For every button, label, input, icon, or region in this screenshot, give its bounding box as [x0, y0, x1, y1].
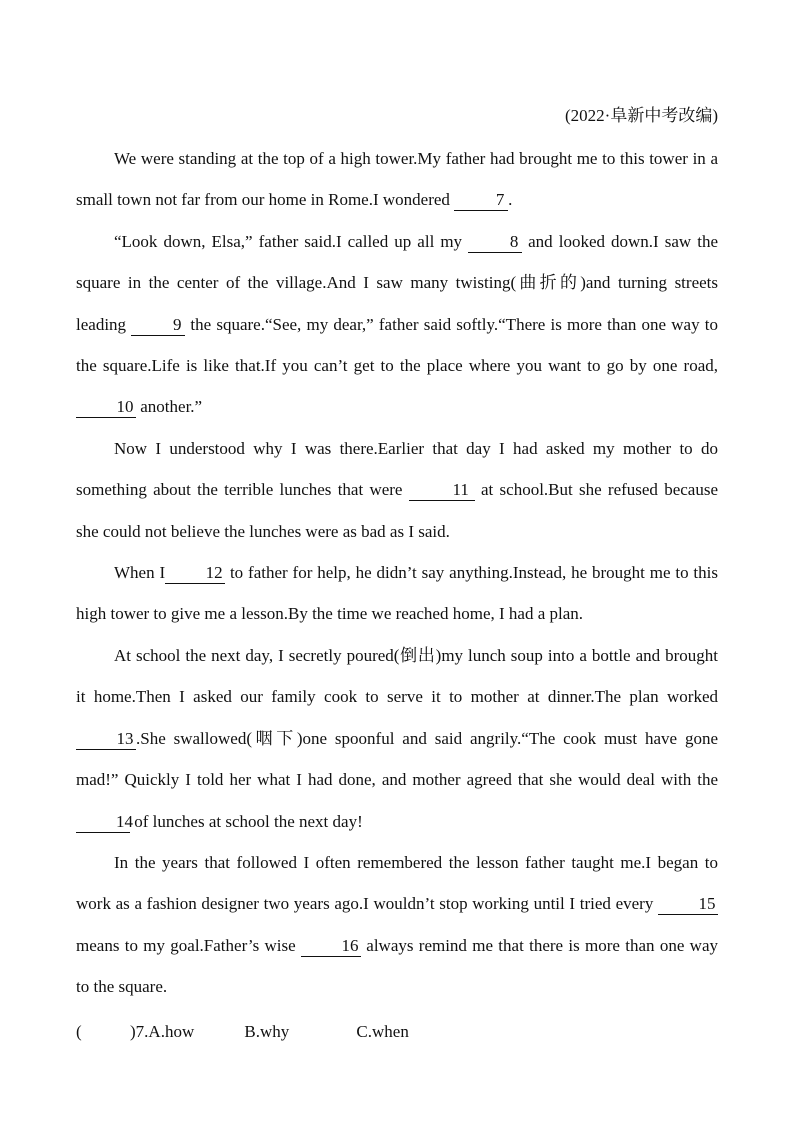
answer-bracket-open: ( [76, 1022, 82, 1041]
blank-10: 10 [76, 397, 136, 418]
blank-7: 7 [454, 190, 508, 211]
text: means to my goal.Father’s wise [76, 935, 301, 955]
question-number: )7. [130, 1022, 149, 1041]
text: We were standing at the top of a high tower.My father had brought me to this tower in a small town not far from our home in Rome.I wondered [76, 149, 718, 210]
blank-8: 8 [468, 232, 522, 253]
blank-14: 14 [76, 812, 130, 833]
text: In the years that followed I often remembered the lesson father taught me.I began to work as a fashion designer two years ago.I wouldn’t stop working until I tried every [76, 852, 718, 914]
text: .She swallowed(咽下)one spoonful and said angrily.“The cook must have gone mad!” Quickly I told her what I had done, and mother agreed that she would deal with the [76, 728, 718, 790]
paragraph-5 [76, 635, 718, 842]
text: the square.“See, my dear,” father said softly.“There is more than one way to the square.Life is like that.If you can’t get to the place where you want to go by one road, [76, 314, 718, 376]
paragraph-2 [76, 221, 718, 428]
option-a: A.how [148, 1022, 195, 1041]
text: at school.But she refused because she could not believe the lunches were as bad as I said. [76, 480, 718, 541]
text: and looked down.I saw the square in the center of the village.And I saw many twisting(曲折的)and turning streets leading [76, 231, 718, 334]
text: to father for help, he didn’t say anything.Instead, he brought me to this high tower to give me a lesson.By the time we reached home, I had a plan. [76, 563, 718, 624]
text: At school the next day, I secretly poured(倒出)my lunch soup into a bottle and brought it home.Then I asked our family cook to serve it to mother at dinner.The plan worked [76, 645, 718, 707]
text: When I [114, 563, 166, 583]
blank-16: 16 [301, 936, 361, 957]
cloze-passage [76, 138, 718, 1008]
blank-12: 12 [165, 563, 225, 584]
text: . [508, 190, 513, 210]
paragraph-1 [76, 138, 718, 221]
blank-9: 9 [131, 315, 185, 336]
text: “Look down, Elsa,” father said.I called up all my [114, 231, 469, 251]
source-note: (2022·阜新中考改编) [565, 106, 718, 125]
option-b: B.why [244, 1022, 290, 1041]
text: Now I understood why I was there.Earlier that day I had asked my mother to do something about the terrible lunches that were [76, 438, 718, 500]
blank-11: 11 [409, 480, 475, 501]
text: of lunches at school the next day! [130, 811, 363, 831]
paragraph-3 [76, 428, 718, 552]
text: always remind me that there is more than one way to the square. [76, 935, 718, 997]
paragraph-4 [76, 552, 718, 635]
question-7 [76, 1020, 576, 1044]
blank-13: 13 [76, 729, 136, 750]
text: another.” [136, 397, 203, 417]
paragraph-6 [76, 842, 718, 1008]
blank-15: 15 [658, 894, 718, 915]
option-c: C.when [356, 1022, 409, 1041]
